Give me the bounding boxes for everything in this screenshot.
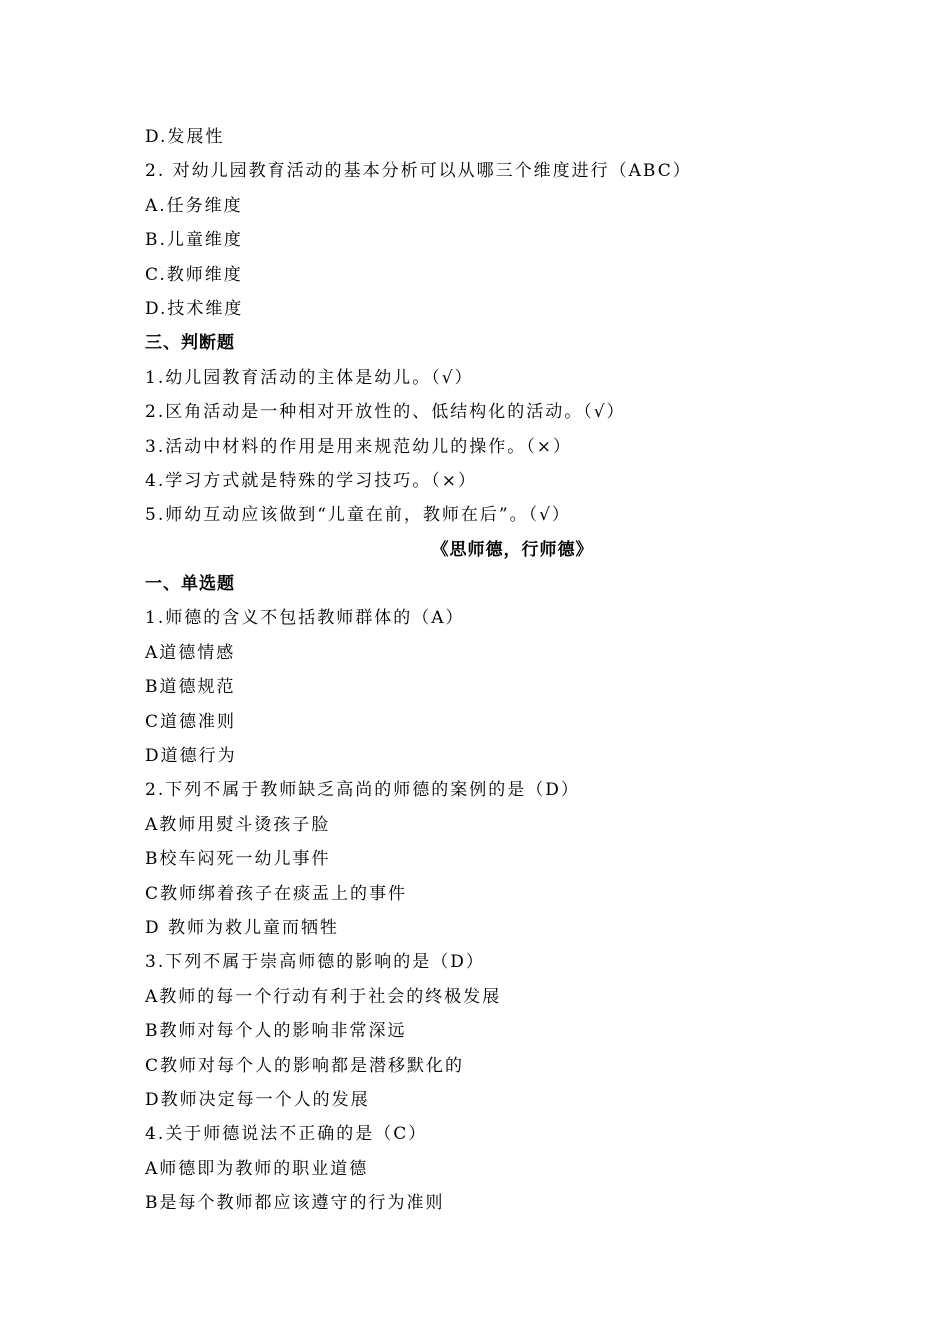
section-heading: 三、判断题 [145,333,235,354]
text-line: 3.活动中材料的作用是用来规范幼儿的操作。（×） [145,436,572,457]
text-line: 5.师幼互动应该做到“儿童在前，教师在后”。（√） [145,505,571,526]
text-line: A师德即为教师的职业道德 [145,1158,369,1179]
text-line: C.教师维度 [145,264,243,285]
text-line: B道德规范 [145,677,236,698]
text-line: 3.下列不属于崇高师德的影响的是（D） [145,952,485,973]
text-line: C教师绑着孩子在痰盂上的事件 [145,883,408,904]
text-line: 2. 对幼儿园教育活动的基本分析可以从哪三个维度进行（ABC） [145,161,692,182]
text-line: A.任务维度 [145,195,243,216]
text-line: D教师决定每一个人的发展 [145,1089,370,1110]
section-heading: 一、单选题 [145,574,235,595]
text-line: D道德行为 [145,746,237,767]
text-line: 1.师德的含义不包括教师群体的（A） [145,608,465,629]
text-line: D.技术维度 [145,298,244,319]
text-line: D.发展性 [145,127,225,147]
text-line: A教师用熨斗烫孩子脸 [145,814,331,835]
text-line: C教师对每个人的影响都是潜移默化的 [145,1055,465,1076]
text-line: 1.幼儿园教育活动的主体是幼儿。（√） [145,367,474,388]
text-line: B.儿童维度 [145,230,243,251]
text-line: 2.下列不属于教师缺乏高尚的师德的案例的是（D） [145,780,580,801]
text-line: C道德准则 [145,711,237,732]
text-line: A教师的每一个行动有利于社会的终极发展 [145,986,502,1007]
text-line: B校车闷死一幼儿事件 [145,849,331,870]
text-line: B是每个教师都应该遵守的行为准则 [145,1193,445,1214]
chapter-title: 《思师德，行师德》 [431,539,594,560]
text-line: B教师对每个人的影响非常深远 [145,1021,407,1042]
document-body [145,120,825,1221]
text-line: A道德情感 [145,642,236,663]
text-line: 4.关于师德说法不正确的是（C） [145,1124,428,1145]
text-line: 4.学习方式就是特殊的学习技巧。（×） [145,470,477,491]
text-line: D 教师为救儿童而牺牲 [145,917,340,938]
text-line: 2.区角活动是一种相对开放性的、低结构化的活动。（√） [145,402,626,423]
